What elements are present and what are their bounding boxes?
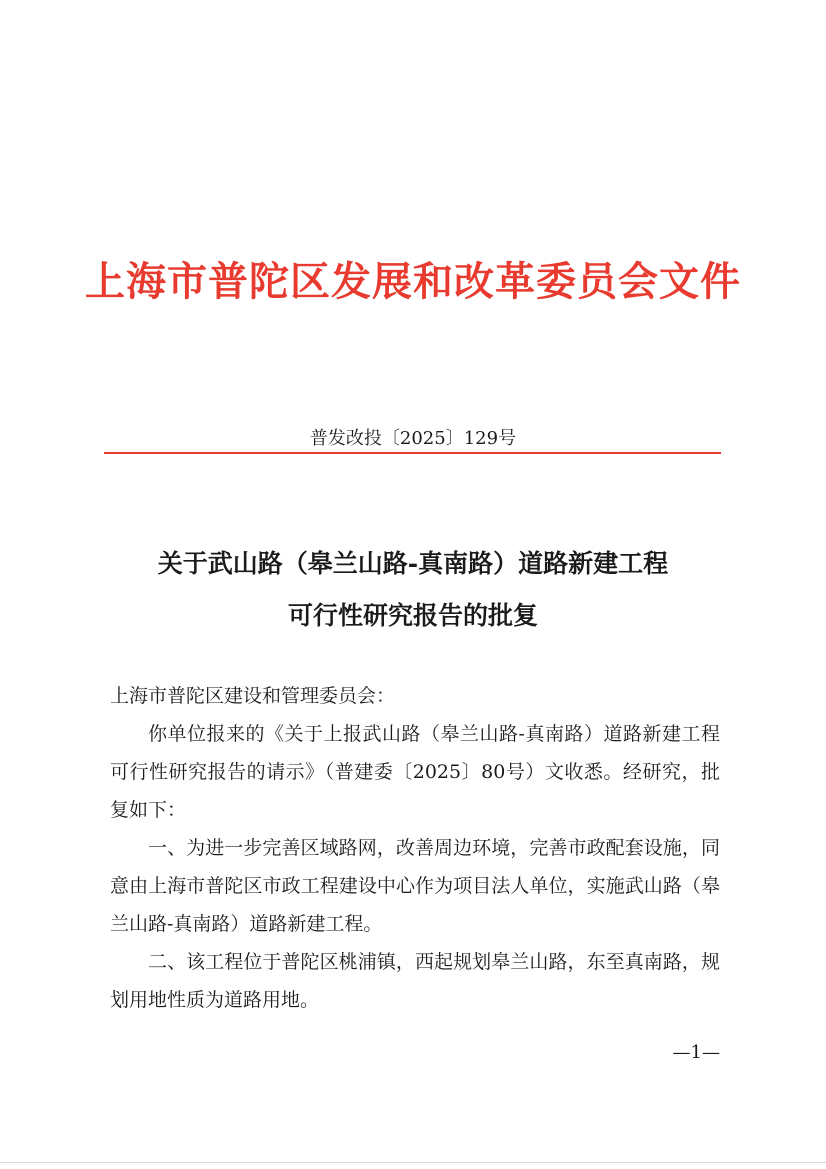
red-separator-line [104, 452, 721, 454]
subject-line-2: 可行性研究报告的批复 [287, 601, 538, 630]
document-number: 普发改投〔2025〕129号 [309, 428, 517, 449]
body-paragraph: 你单位报来的《关于上报武山路（皋兰山路-真南路）道路新建工程可行性研究报告的请示》（普建委〔2025〕80号）文收悉。经研究，批复如下： [110, 723, 720, 821]
body-paragraph: 一、为进一步完善区域路网，改善周边环境，完善市政配套设施，同意由上海市普陀区市政工程建设中心作为项目法人单位，实施武山路（皋兰山路-真南路）道路新建工程。 [110, 837, 720, 935]
document-subject [0, 538, 826, 642]
subject-line-1: 关于武山路（皋兰山路-真南路）道路新建工程 [157, 549, 669, 578]
issuing-authority-title: 上海市普陀区发展和改革委员会文件 [85, 258, 741, 305]
body-paragraph: 二、该工程位于普陀区桃浦镇，西起规划皋兰山路，东至真南路，规划用地性质为道路用地。 [110, 951, 720, 1011]
scan-edge-line [0, 1162, 826, 1163]
page-number: —1— [672, 1042, 720, 1063]
addressee: 上海市普陀区建设和管理委员会： [110, 685, 396, 707]
document-body [110, 677, 720, 1019]
